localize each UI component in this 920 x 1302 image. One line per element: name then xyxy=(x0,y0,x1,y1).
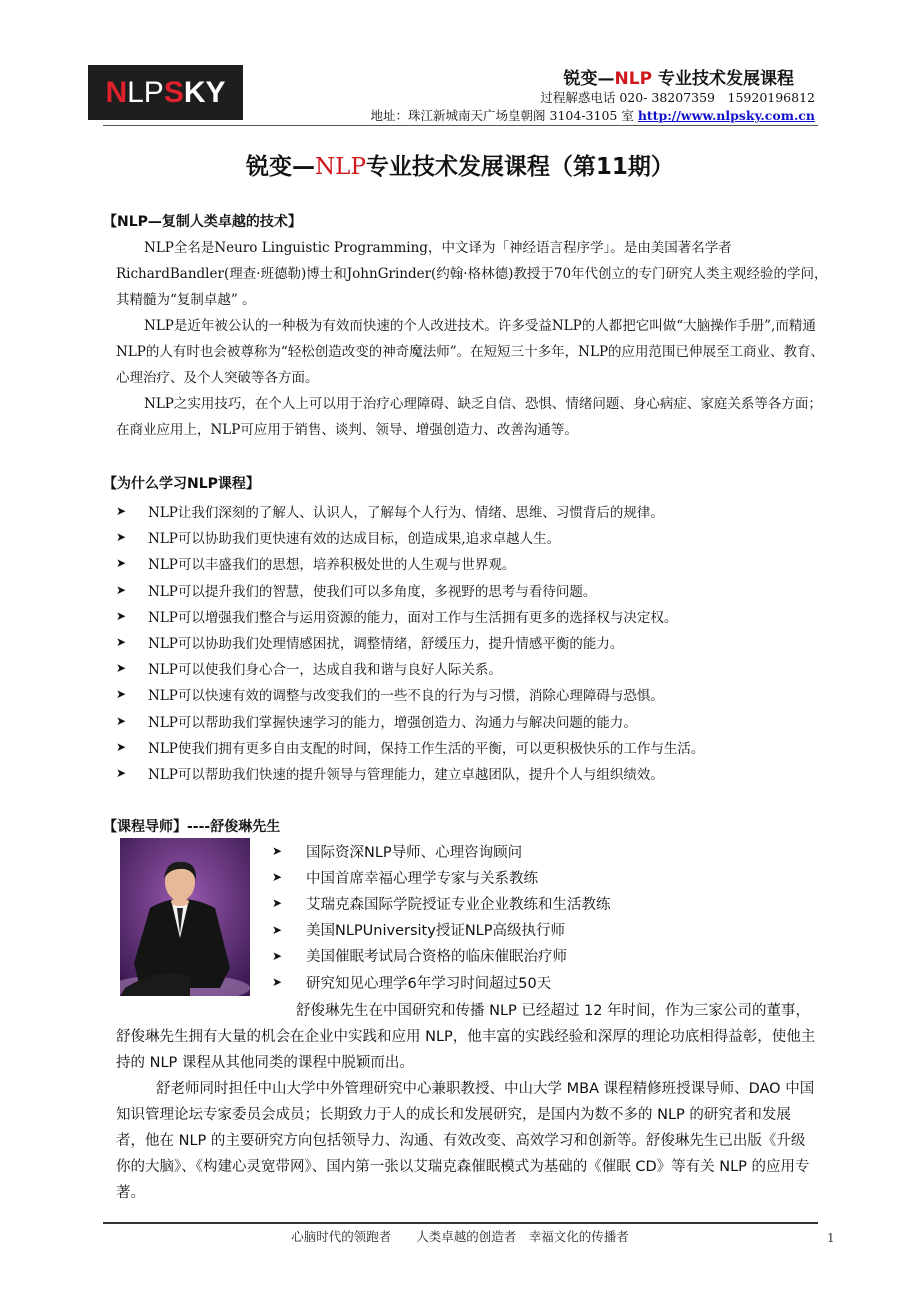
intro-paragraph-1: NLP全名是Neuro Linguistic Programming，中文译为「神经语言程序学」。是由美国著名学者RichardBandler(理查·班德勒)博士和JohnGrinder(约翰·格林德)教授于70年代创立的专门研究人类主观经验的学问，其精髓为“复制卓越” 。 xyxy=(116,240,828,308)
list-item: ➤ 艾瑞克森国际学院授证专业企业教练和生活教练 xyxy=(272,896,611,913)
arrowhead-bullet-icon: ➤ xyxy=(272,844,283,859)
instructor-bio-2: 舒老师同时担任中山大学中外管理研究中心兼职教授、中山大学 MBA 课程精修班授课导师、DAO 中国知识管理论坛专家委员会成员；长期致力于人的成长和发展研究，是国内为数不多的 NLP 的研究者和发展者，他在 NLP 的主要研究方向包括领导力、沟通、有效改变、高效学习和创新等。舒俊琳先生已出版《升级你的大脑》、《构建心灵宽带网》、国内第一张以艾瑞克森催眠模式为基础的《催眠 CD》等有关 NLP 的应用专著。 xyxy=(116,1081,815,1201)
instructor-photo xyxy=(120,838,250,996)
nlpsky-logo: N LP S KY xyxy=(88,65,243,120)
page-title: 锐变—NLP专业技术发展课程（第11期） xyxy=(246,154,674,180)
list-item: ➤ 美国NLPUniversity授证NLP高级执行师 xyxy=(272,922,565,940)
arrowhead-bullet-icon: ➤ xyxy=(116,556,127,571)
arrowhead-bullet-icon: ➤ xyxy=(116,661,127,676)
website-link[interactable]: http://www.nlpsky.com.cn xyxy=(637,108,815,123)
list-item: ➤ NLP可以丰盛我们的思想，培养积极处世的人生观与世界观。 xyxy=(116,556,516,574)
list-item: ➤ NLP可以帮助我们快速的提升领导与管理能力，建立卓越团队，提升个人与组织绩效。 xyxy=(116,765,664,783)
arrowhead-bullet-icon: ➤ xyxy=(272,948,283,963)
list-item: ➤ NLP可以帮助我们掌握快速学习的能力，增强创造力、沟通力与解决问题的能力。 xyxy=(116,713,637,731)
arrowhead-bullet-icon: ➤ xyxy=(116,635,127,650)
instructor-bio-1: 舒俊琳先生在中国研究和传播 NLP 已经超过 12 年时间，作为三家公司的董事，舒俊琳先生拥有大量的机会在企业中实践和应用 NLP，他丰富的实践经验和深厚的理论功底相得益彰，使他主持的 NLP 课程从其他同类的课程中脱颖而出。 xyxy=(116,1003,816,1071)
arrowhead-bullet-icon: ➤ xyxy=(272,922,283,937)
list-item: ➤ 中国首席幸福心理学专家与关系教练 xyxy=(272,870,538,887)
intro-paragraph-3: NLP之实用技巧，在个人上可以用于治疗心理障碍、缺乏自信、恐惧、情绪问题、身心病症、家庭关系等各方面；在商业应用上，NLP可应用于销售、谈判、领导、增强创造力、改善沟通等。 xyxy=(116,396,822,438)
list-item: ➤ NLP可以增强我们整合与运用资源的能力，面对工作与生活拥有更多的选择权与决定权。 xyxy=(116,608,678,626)
arrowhead-bullet-icon: ➤ xyxy=(272,896,283,911)
arrowhead-bullet-icon: ➤ xyxy=(116,608,127,623)
header-phone: 过程解惑电话 020- 38207359 15920196812 xyxy=(540,90,815,105)
instructor-credentials-list xyxy=(272,838,611,995)
arrowhead-bullet-icon: ➤ xyxy=(116,582,127,597)
section-heading-instructor: 【课程导师】----舒俊琳先生 xyxy=(103,819,281,835)
list-item: ➤ NLP使我们拥有更多自由支配的时间，保持工作生活的平衡，可以更积极快乐的工作与生活。 xyxy=(116,739,705,757)
list-item: ➤ NLP可以使我们身心合一，达成自我和谐与良好人际关系。 xyxy=(116,661,502,679)
list-item: ➤ NLP可以快速有效的调整与改变我们的一些不良的行为与习惯，消除心理障碍与恐惧。 xyxy=(116,687,664,705)
arrowhead-bullet-icon: ➤ xyxy=(272,870,283,885)
footer-divider xyxy=(103,1222,818,1224)
why-learn-list xyxy=(116,498,836,786)
instructor-portrait-icon xyxy=(120,838,250,996)
list-item: ➤ NLP可以协助我们更快速有效的达成目标，创造成果,追求卓越人生。 xyxy=(116,530,561,548)
list-item: ➤ 美国催眠考试局合资格的临床催眠治疗师 xyxy=(272,948,567,966)
list-item: ➤ NLP可以协助我们处理情感困扰，调整情绪，舒缓压力，提升情感平衡的能力。 xyxy=(116,635,624,653)
section-heading-why-learn: 【为什么学习NLP课程】 xyxy=(103,476,260,492)
arrowhead-bullet-icon: ➤ xyxy=(116,765,127,780)
arrowhead-bullet-icon: ➤ xyxy=(116,530,127,545)
arrowhead-bullet-icon: ➤ xyxy=(116,687,127,702)
intro-paragraph-2: NLP是近年被公认的一种极为有效而快速的个人改进技术。许多受益NLP的人都把它叫做“大脑操作手册”,而精通NLP的人有时也会被尊称为“轻松创造改变的神奇魔法师”。在短短三十多年，NLP的应用范围已伸展至工商业、教育、心理治疗、及个人突破等各方面。 xyxy=(116,318,825,386)
header-title: 锐变—NLP 专业技术发展课程 xyxy=(563,69,794,89)
header-address: 地址：珠江新城南天广场皇朝阁 3104-3105 室 http://www.nlpsky.com.cn xyxy=(370,108,815,123)
page-number: 1 xyxy=(827,1231,835,1245)
arrowhead-bullet-icon: ➤ xyxy=(116,504,127,519)
list-item: ➤ NLP让我们深刻的了解人、认识人，了解每个人行为、情绪、思维、习惯背后的规律。 xyxy=(116,504,664,522)
arrowhead-bullet-icon: ➤ xyxy=(116,739,127,754)
list-item: ➤ NLP可以提升我们的智慧，使我们可以多角度，多视野的思考与看待问题。 xyxy=(116,582,597,600)
footer-slogan: 心脑时代的领跑者 人类卓越的创造者 幸福文化的传播者 xyxy=(291,1229,629,1244)
header-divider xyxy=(103,125,818,126)
arrowhead-bullet-icon: ➤ xyxy=(272,975,283,990)
list-item: ➤ 研究知见心理学6年学习时间超过50天 xyxy=(272,975,552,992)
list-item: ➤ 国际资深NLP导师、心理咨询顾问 xyxy=(272,844,523,861)
section-heading-nlp-intro: 【NLP—复制人类卓越的技术】 xyxy=(103,214,302,230)
arrowhead-bullet-icon: ➤ xyxy=(116,713,127,728)
